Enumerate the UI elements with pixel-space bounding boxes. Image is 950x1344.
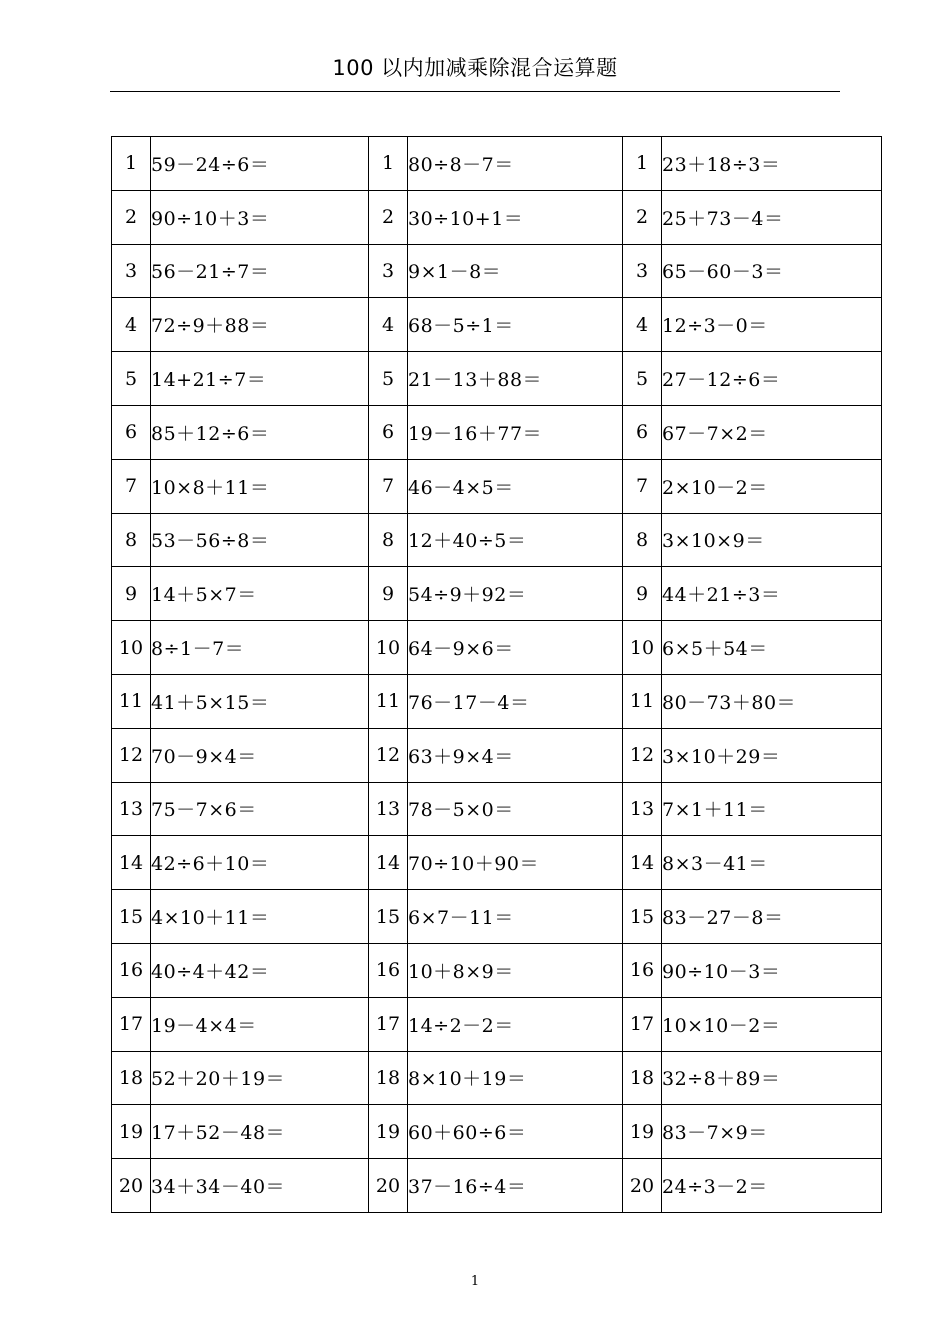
problem-expression: 34＋34－40＝ bbox=[151, 1159, 369, 1213]
problem-number: 17 bbox=[369, 997, 408, 1051]
table-row bbox=[112, 190, 882, 244]
problem-expression: 19－16＋77＝ bbox=[408, 405, 623, 459]
table-row bbox=[112, 997, 882, 1051]
problem-number: 2 bbox=[369, 190, 408, 244]
problem-number: 11 bbox=[112, 674, 151, 728]
problem-number: 10 bbox=[623, 621, 662, 675]
problem-number: 8 bbox=[112, 513, 151, 567]
page-number: 1 bbox=[470, 1274, 480, 1289]
problem-number: 5 bbox=[623, 352, 662, 406]
problem-number: 16 bbox=[623, 943, 662, 997]
problem-number: 1 bbox=[369, 137, 408, 191]
problem-expression: 63＋9×4＝ bbox=[408, 728, 623, 782]
problem-expression: 30÷10+1＝ bbox=[408, 190, 623, 244]
problem-number: 4 bbox=[623, 298, 662, 352]
problem-expression: 14＋5×7＝ bbox=[151, 567, 369, 621]
problem-number: 18 bbox=[623, 1051, 662, 1105]
problem-number: 3 bbox=[369, 244, 408, 298]
problem-expression: 65－60－3＝ bbox=[662, 244, 882, 298]
problem-expression: 4×10＋11＝ bbox=[151, 890, 369, 944]
page-title: 100 以内加减乘除混合运算题 bbox=[332, 56, 618, 80]
problem-number: 14 bbox=[623, 836, 662, 890]
problem-number: 2 bbox=[112, 190, 151, 244]
problem-number: 15 bbox=[369, 890, 408, 944]
problem-number: 18 bbox=[369, 1051, 408, 1105]
problem-number: 15 bbox=[112, 890, 151, 944]
problem-number: 7 bbox=[112, 459, 151, 513]
problem-expression: 12＋40÷5＝ bbox=[408, 513, 623, 567]
problem-number: 9 bbox=[369, 567, 408, 621]
problem-number: 8 bbox=[369, 513, 408, 567]
problem-number: 6 bbox=[112, 405, 151, 459]
problem-number: 15 bbox=[623, 890, 662, 944]
problem-expression: 7×1＋11＝ bbox=[662, 782, 882, 836]
problem-number: 12 bbox=[623, 728, 662, 782]
problem-expression: 64－9×6＝ bbox=[408, 621, 623, 675]
table-row bbox=[112, 459, 882, 513]
problem-expression: 85＋12÷6＝ bbox=[151, 405, 369, 459]
table-row bbox=[112, 674, 882, 728]
problem-expression: 52＋20＋19＝ bbox=[151, 1051, 369, 1105]
problem-expression: 8×10＋19＝ bbox=[408, 1051, 623, 1105]
problem-expression: 10×10－2＝ bbox=[662, 997, 882, 1051]
problem-expression: 46－4×5＝ bbox=[408, 459, 623, 513]
table-row bbox=[112, 405, 882, 459]
problem-number: 19 bbox=[369, 1105, 408, 1159]
problem-expression: 12÷3－0＝ bbox=[662, 298, 882, 352]
problem-expression: 19－4×4＝ bbox=[151, 997, 369, 1051]
table-row bbox=[112, 943, 882, 997]
problem-expression: 70÷10＋90＝ bbox=[408, 836, 623, 890]
problem-expression: 80－73＋80＝ bbox=[662, 674, 882, 728]
problem-table bbox=[111, 136, 882, 1213]
problem-expression: 40÷4＋42＝ bbox=[151, 943, 369, 997]
problem-expression: 24÷3－2＝ bbox=[662, 1159, 882, 1213]
problem-expression: 83－27－8＝ bbox=[662, 890, 882, 944]
problem-expression: 80÷8－7＝ bbox=[408, 137, 623, 191]
problem-expression: 14+21÷7＝ bbox=[151, 352, 369, 406]
problem-number: 19 bbox=[112, 1105, 151, 1159]
problem-expression: 59－24÷6＝ bbox=[151, 137, 369, 191]
problem-expression: 41＋5×15＝ bbox=[151, 674, 369, 728]
problem-expression: 42÷6＋10＝ bbox=[151, 836, 369, 890]
problem-expression: 6×7－11＝ bbox=[408, 890, 623, 944]
problem-expression: 2×10－2＝ bbox=[662, 459, 882, 513]
table-row bbox=[112, 137, 882, 191]
problem-number: 5 bbox=[369, 352, 408, 406]
table-row bbox=[112, 836, 882, 890]
problem-expression: 72÷9＋88＝ bbox=[151, 298, 369, 352]
problem-number: 20 bbox=[623, 1159, 662, 1213]
table-row bbox=[112, 728, 882, 782]
problem-expression: 17＋52－48＝ bbox=[151, 1105, 369, 1159]
title-underline bbox=[110, 91, 840, 92]
problem-number: 16 bbox=[112, 943, 151, 997]
problem-number: 3 bbox=[623, 244, 662, 298]
table-row bbox=[112, 513, 882, 567]
problem-number: 12 bbox=[369, 728, 408, 782]
problem-expression: 32÷8＋89＝ bbox=[662, 1051, 882, 1105]
problem-expression: 78－5×0＝ bbox=[408, 782, 623, 836]
problem-number: 8 bbox=[623, 513, 662, 567]
problem-expression: 76－17－4＝ bbox=[408, 674, 623, 728]
problem-expression: 9×1－8＝ bbox=[408, 244, 623, 298]
problem-expression: 44＋21÷3＝ bbox=[662, 567, 882, 621]
table-row bbox=[112, 782, 882, 836]
table-row bbox=[112, 298, 882, 352]
problem-number: 5 bbox=[112, 352, 151, 406]
table-row bbox=[112, 890, 882, 944]
table-row bbox=[112, 1105, 882, 1159]
problem-number: 11 bbox=[369, 674, 408, 728]
problem-expression: 8÷1－7＝ bbox=[151, 621, 369, 675]
problem-expression: 23＋18÷3＝ bbox=[662, 137, 882, 191]
problem-number: 10 bbox=[112, 621, 151, 675]
problem-number: 12 bbox=[112, 728, 151, 782]
problem-number: 6 bbox=[623, 405, 662, 459]
problem-expression: 14÷2－2＝ bbox=[408, 997, 623, 1051]
problem-expression: 67－7×2＝ bbox=[662, 405, 882, 459]
problem-number: 18 bbox=[112, 1051, 151, 1105]
problem-number: 10 bbox=[369, 621, 408, 675]
table-row bbox=[112, 1159, 882, 1213]
problem-expression: 70－9×4＝ bbox=[151, 728, 369, 782]
table-row bbox=[112, 1051, 882, 1105]
problem-expression: 3×10＋29＝ bbox=[662, 728, 882, 782]
problem-expression: 90÷10＋3＝ bbox=[151, 190, 369, 244]
problem-number: 19 bbox=[623, 1105, 662, 1159]
problem-expression: 25＋73－4＝ bbox=[662, 190, 882, 244]
problem-expression: 75－7×6＝ bbox=[151, 782, 369, 836]
problem-expression: 53－56÷8＝ bbox=[151, 513, 369, 567]
table-row bbox=[112, 567, 882, 621]
problem-expression: 54÷9＋92＝ bbox=[408, 567, 623, 621]
problem-expression: 21－13＋88＝ bbox=[408, 352, 623, 406]
problem-expression: 56－21÷7＝ bbox=[151, 244, 369, 298]
problem-number: 14 bbox=[112, 836, 151, 890]
problem-number: 16 bbox=[369, 943, 408, 997]
problem-expression: 90÷10－3＝ bbox=[662, 943, 882, 997]
problem-number: 13 bbox=[623, 782, 662, 836]
problem-number: 4 bbox=[112, 298, 151, 352]
problem-expression: 37－16÷4＝ bbox=[408, 1159, 623, 1213]
problem-number: 9 bbox=[623, 567, 662, 621]
problem-rows bbox=[112, 137, 882, 1213]
problem-number: 13 bbox=[369, 782, 408, 836]
problem-number: 9 bbox=[112, 567, 151, 621]
problem-number: 11 bbox=[623, 674, 662, 728]
problem-number: 13 bbox=[112, 782, 151, 836]
table-row bbox=[112, 621, 882, 675]
problem-number: 4 bbox=[369, 298, 408, 352]
problem-expression: 68－5÷1＝ bbox=[408, 298, 623, 352]
problem-expression: 10＋8×9＝ bbox=[408, 943, 623, 997]
problem-number: 1 bbox=[623, 137, 662, 191]
problem-number: 20 bbox=[112, 1159, 151, 1213]
problem-number: 17 bbox=[623, 997, 662, 1051]
problem-number: 17 bbox=[112, 997, 151, 1051]
problem-number: 1 bbox=[112, 137, 151, 191]
problem-expression: 6×5＋54＝ bbox=[662, 621, 882, 675]
problem-expression: 83－7×9＝ bbox=[662, 1105, 882, 1159]
table-row bbox=[112, 244, 882, 298]
problem-number: 6 bbox=[369, 405, 408, 459]
problem-number: 7 bbox=[623, 459, 662, 513]
problem-expression: 27－12÷6＝ bbox=[662, 352, 882, 406]
problem-number: 20 bbox=[369, 1159, 408, 1213]
problem-number: 2 bbox=[623, 190, 662, 244]
problem-number: 7 bbox=[369, 459, 408, 513]
problem-number: 3 bbox=[112, 244, 151, 298]
problem-expression: 3×10×9＝ bbox=[662, 513, 882, 567]
problem-expression: 10×8＋11＝ bbox=[151, 459, 369, 513]
problem-number: 14 bbox=[369, 836, 408, 890]
table-row bbox=[112, 352, 882, 406]
problem-expression: 8×3－41＝ bbox=[662, 836, 882, 890]
problem-expression: 60＋60÷6＝ bbox=[408, 1105, 623, 1159]
